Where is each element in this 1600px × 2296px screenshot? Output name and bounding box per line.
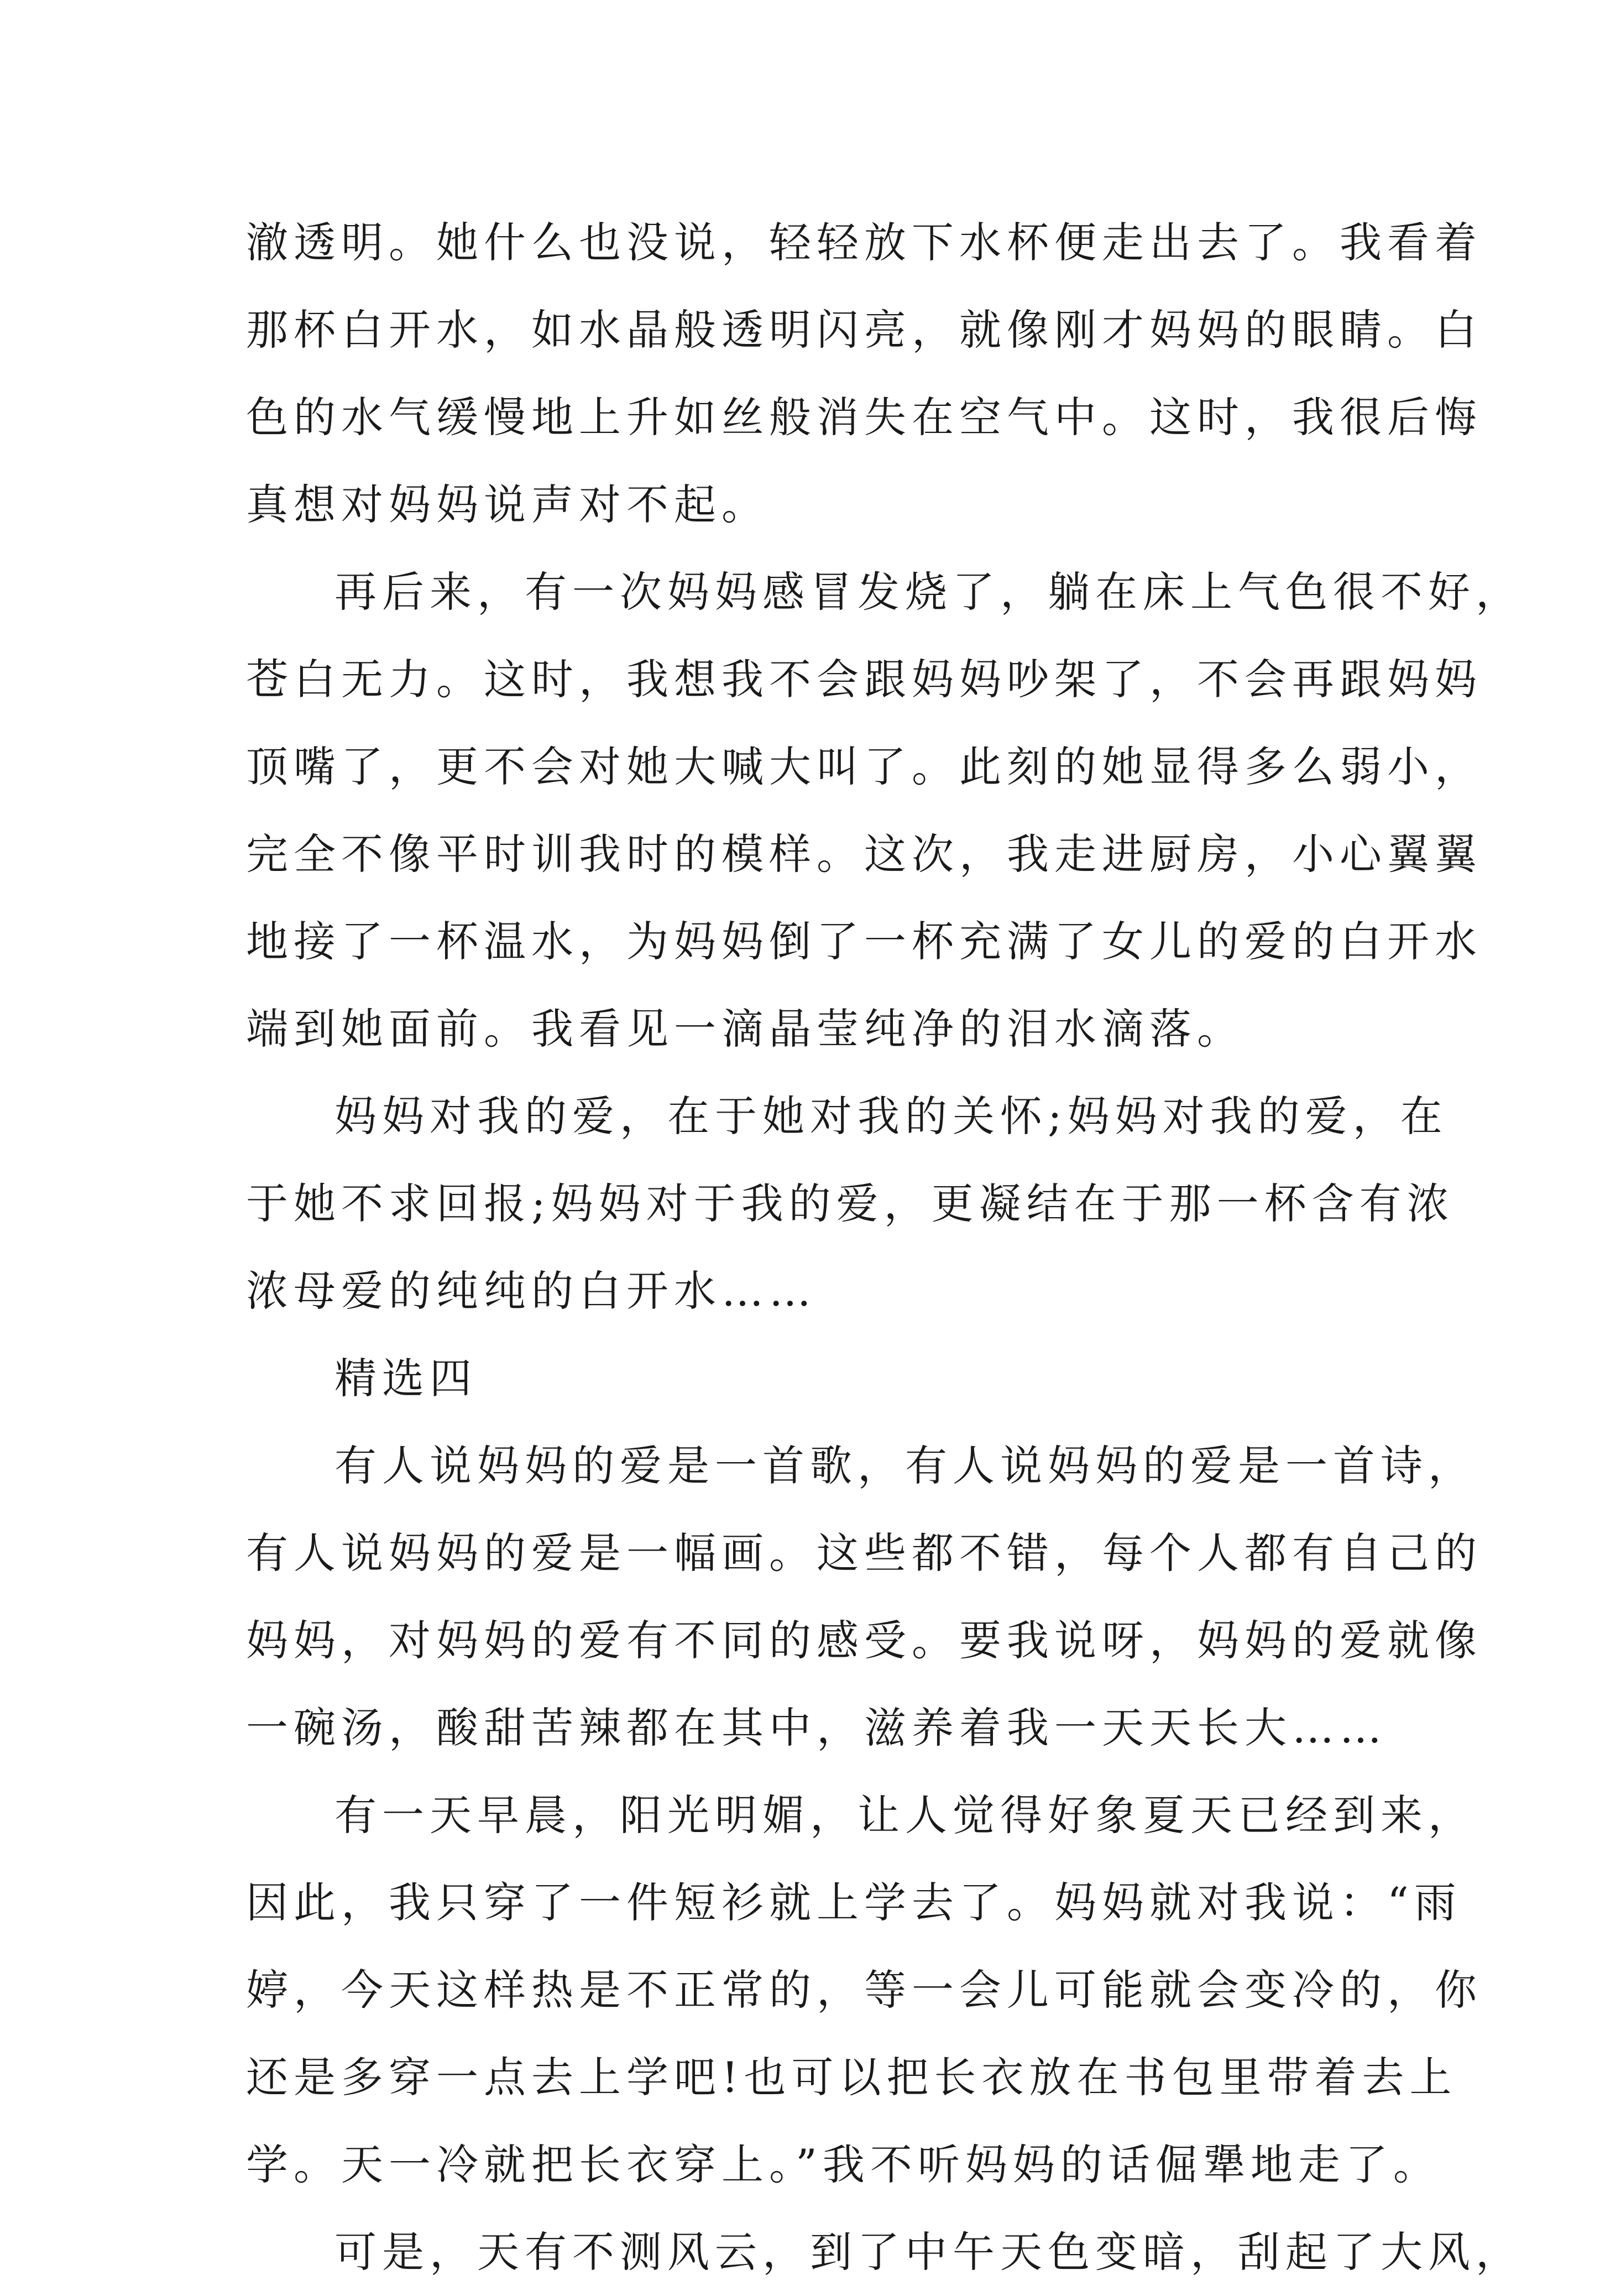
text-line: 有一天早晨，阳光明媚，让人觉得好象夏天已经到来， [334, 1791, 1476, 1840]
text-line: 妈妈，对妈妈的爱有不同的感受。要我说呀，妈妈的爱就像 [246, 1616, 1482, 1665]
text-line: 有人说妈妈的爱是一幅画。这些都不错，每个人都有自己的 [246, 1528, 1482, 1578]
text-line: 婷，今天这样热是不正常的，等一会儿可能就会变冷的，你 [246, 1965, 1482, 2015]
text-line: 因此，我只穿了一件短衫就上学去了。妈妈就对我说：“雨 [246, 1878, 1462, 1927]
text-line: 浓母爱的纯纯的白开水…… [246, 1266, 817, 1316]
text-line: 一碗汤，酸甜苦辣都在其中，滋养着我一天天长大…… [246, 1703, 1387, 1752]
text-line: 有人说妈妈的爱是一首歌，有人说妈妈的爱是一首诗， [334, 1441, 1476, 1490]
text-line: 妈妈对我的爱，在于她对我的关怀;妈妈对我的爱，在 [334, 1092, 1448, 1141]
text-line: 完全不像平时训我时的模样。这次，我走进厨房，小心翼翼 [246, 829, 1482, 879]
text-line: 真想对妈妈说声对不起。 [246, 480, 769, 529]
text-line: 再后来，有一次妈妈感冒发烧了，躺在床上气色很不好， [334, 567, 1523, 617]
text-line: 端到她面前。我看见一滴晶莹纯净的泪水滴落。 [246, 1004, 1245, 1053]
text-line: 地接了一杯温水，为妈妈倒了一杯充满了女儿的爱的白开水 [246, 917, 1482, 966]
text-line: 顶嘴了，更不会对她大喊大叫了。此刻的她显得多么弱小， [246, 742, 1482, 791]
text-line: 可是，天有不测风云，到了中午天色变暗，刮起了大风， [334, 2227, 1523, 2277]
text-line: 学。天一冷就把长衣穿上。”我不听妈妈的话倔犟地走了。 [246, 2140, 1441, 2189]
text-line: 苍白无力。这时，我想我不会跟妈妈吵架了，不会再跟妈妈 [246, 655, 1482, 704]
text-line: 精选四 [334, 1354, 477, 1403]
document-body-text [246, 199, 1523, 2296]
text-line: 色的水气缓慢地上升如丝般消失在空气中。这时，我很后悔 [246, 393, 1482, 442]
text-line: 还是多穿一点去上学吧!也可以把长衣放在书包里带着去上 [246, 2053, 1457, 2102]
text-line: 澈透明。她什么也没说，轻轻放下水杯便走出去了。我看着 [246, 218, 1482, 267]
text-line: 那杯白开水，如水晶般透明闪亮，就像刚才妈妈的眼睛。白 [246, 305, 1482, 354]
text-line: 于她不求回报;妈妈对于我的爱，更凝结在于那一杯含有浓 [246, 1179, 1455, 1228]
